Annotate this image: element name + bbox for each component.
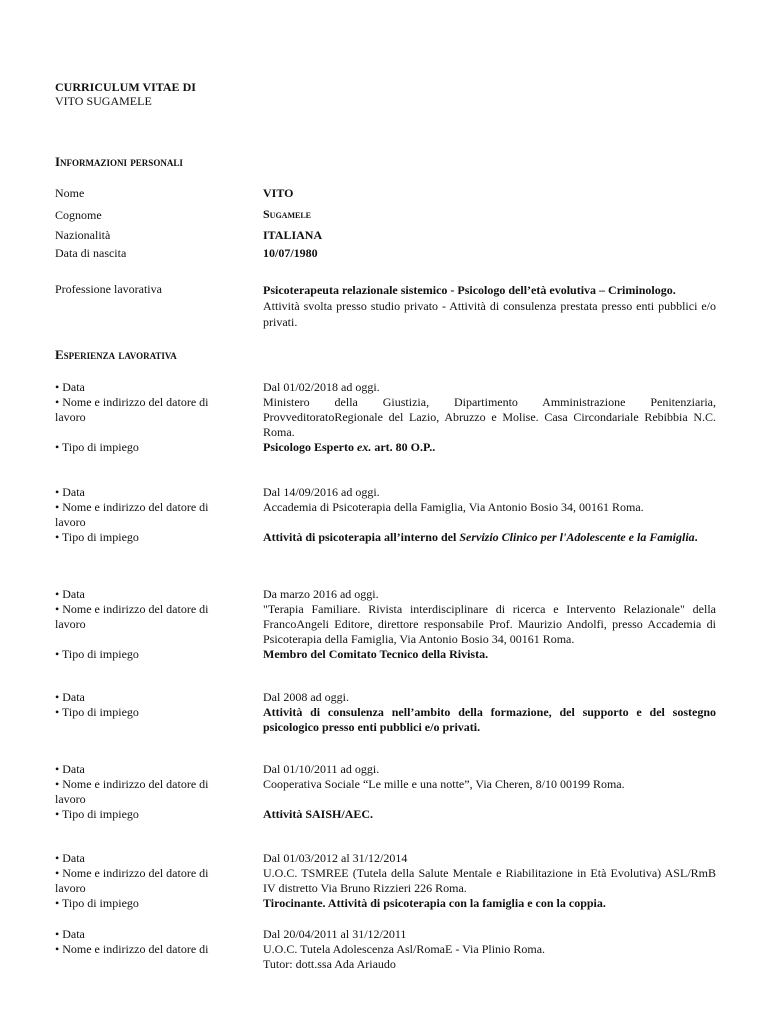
entry-4-values <box>263 690 716 735</box>
label-date: • Data <box>55 927 85 941</box>
label-nome: Nome <box>55 186 85 200</box>
entry-2-values <box>263 485 716 545</box>
entry-type: Attività di consulenza nell’ambito della formazione, del supporto e del sostegno psicologico presso enti pubblici e/o privati. <box>263 705 716 734</box>
entry-type-emphasis: ex. <box>357 440 372 454</box>
profession-title: Psicoterapeuta relazionale sistemico - Psicologo dell’età evolutiva – Criminologo. <box>263 283 676 297</box>
label-date: • Data <box>55 690 85 704</box>
cv-title: CURRICULUM VITAE DI <box>55 80 196 94</box>
entry-employer: U.O.C. TSMREE (Tutela della Salute Mentale e Riabilitazione in Età Evolutiva) ASL/RmB IV distretto Via Bruno Rizzieri 226 Roma. <box>263 866 716 895</box>
entry-employer: Ministero della Giustizia, Dipartimento Amministrazione Penitenziaria, ProvveditoratoRegionale del Lazio, Abruzzo e Molise. Casa Circondariale Rebibbia N.C. Roma. <box>263 395 716 439</box>
label-date: • Data <box>55 485 85 499</box>
label-employer: • Nome e indirizzo del datore di lavoro <box>55 777 209 806</box>
entry-type: Attività SAISH/AEC. <box>263 807 374 821</box>
value-cognome: Sugamele <box>263 207 312 221</box>
entry-date: Dal 20/04/2011 al 31/12/2011 <box>263 927 407 941</box>
entry-date: Da marzo 2016 ad oggi. <box>263 587 379 601</box>
entry-type <box>263 530 716 545</box>
label-type: • Tipo di impiego <box>55 647 139 661</box>
entry-type: Tirocinante. Attività di psicoterapia con la famiglia e con la coppia. <box>263 896 606 910</box>
entry-employer: Cooperativa Sociale “Le mille e una notte”, Via Cheren, 8/10 00199 Roma. <box>263 777 625 791</box>
entry-3-values <box>263 587 716 662</box>
entry-type: Membro del Comitato Tecnico della Rivista. <box>263 647 489 661</box>
entry-date: Dal 14/09/2016 ad oggi. <box>263 485 380 499</box>
entry-type <box>263 440 716 455</box>
entry-7-labels <box>55 927 240 957</box>
entry-4-labels <box>55 690 240 720</box>
entry-6-values <box>263 851 716 911</box>
entry-type-text: Attività di psicoterapia all’interno del <box>263 530 460 544</box>
label-employer: • Nome e indirizzo del datore di lavoro <box>55 866 209 895</box>
entry-type-emphasis: Servizio Clinico per l'Adolescente e la Famiglia <box>459 530 695 544</box>
entry-date: Dal 2008 ad oggi. <box>263 690 349 704</box>
label-professione: Professione lavorativa <box>55 282 162 296</box>
label-type: • Tipo di impiego <box>55 705 139 719</box>
entry-employer: U.O.C. Tutela Adolescenza Asl/RomaE - Via Plinio Roma. <box>263 942 546 956</box>
label-employer: • Nome e indirizzo del datore di <box>55 942 209 956</box>
entry-date: Dal 01/03/2012 al 31/12/2014 <box>263 851 408 865</box>
entry-6-labels <box>55 851 240 911</box>
label-type: • Tipo di impiego <box>55 440 139 454</box>
value-nome: VITO <box>263 186 294 200</box>
entry-5-values <box>263 762 716 822</box>
entry-tutor: Tutor: dott.ssa Ada Ariaudo <box>263 957 396 971</box>
label-nazionalita: Nazionalità <box>55 228 111 242</box>
entry-5-labels <box>55 762 240 822</box>
entry-1-labels <box>55 380 240 455</box>
entry-1-values <box>263 380 716 455</box>
label-type: • Tipo di impiego <box>55 896 139 910</box>
cv-name: VITO SUGAMELE <box>55 94 152 108</box>
section-heading-personal: Informazioni personali <box>55 154 183 169</box>
label-data-nascita: Data di nascita <box>55 246 127 260</box>
section-heading-experience: Esperienza lavorativa <box>55 347 177 362</box>
entry-2-labels <box>55 485 240 545</box>
label-date: • Data <box>55 762 85 776</box>
entry-type-text: Psicologo Esperto <box>263 440 357 454</box>
label-employer: • Nome e indirizzo del datore di lavoro <box>55 500 209 529</box>
value-nazionalita: ITALIANA <box>263 228 323 242</box>
value-professione <box>263 282 716 330</box>
label-employer: • Nome e indirizzo del datore di lavoro <box>55 602 209 631</box>
label-type: • Tipo di impiego <box>55 807 139 821</box>
label-type: • Tipo di impiego <box>55 530 139 544</box>
entry-employer: "Terapia Familiare. Rivista interdisciplinare di ricerca e Intervento Relazionale" della FrancoAngeli Editore, direttore responsabile Prof. Maurizio Andolfi, presso Accademia di Psicoterapia della Famiglia, Via Antonio Bosio 34, 00161 Roma. <box>263 602 716 646</box>
profession-detail: Attività svolta presso studio privato - Attività di consulenza prestata presso enti pubblici e/o privati. <box>263 299 716 329</box>
label-cognome: Cognome <box>55 208 102 222</box>
entry-type-text: . <box>694 530 698 544</box>
entry-7-values <box>263 927 716 972</box>
entry-type-text: art. 80 O.P.. <box>371 440 436 454</box>
entry-3-labels <box>55 587 240 662</box>
label-date: • Data <box>55 851 85 865</box>
entry-date: Dal 01/10/2011 ad oggi. <box>263 762 380 776</box>
label-employer: • Nome e indirizzo del datore di lavoro <box>55 395 209 424</box>
entry-employer: Accademia di Psicoterapia della Famiglia, Via Antonio Bosio 34, 00161 Roma. <box>263 500 644 514</box>
value-data-nascita: 10/07/1980 <box>263 246 318 260</box>
label-date: • Data <box>55 587 85 601</box>
entry-date: Dal 01/02/2018 ad oggi. <box>263 380 380 394</box>
label-date: • Data <box>55 380 85 394</box>
